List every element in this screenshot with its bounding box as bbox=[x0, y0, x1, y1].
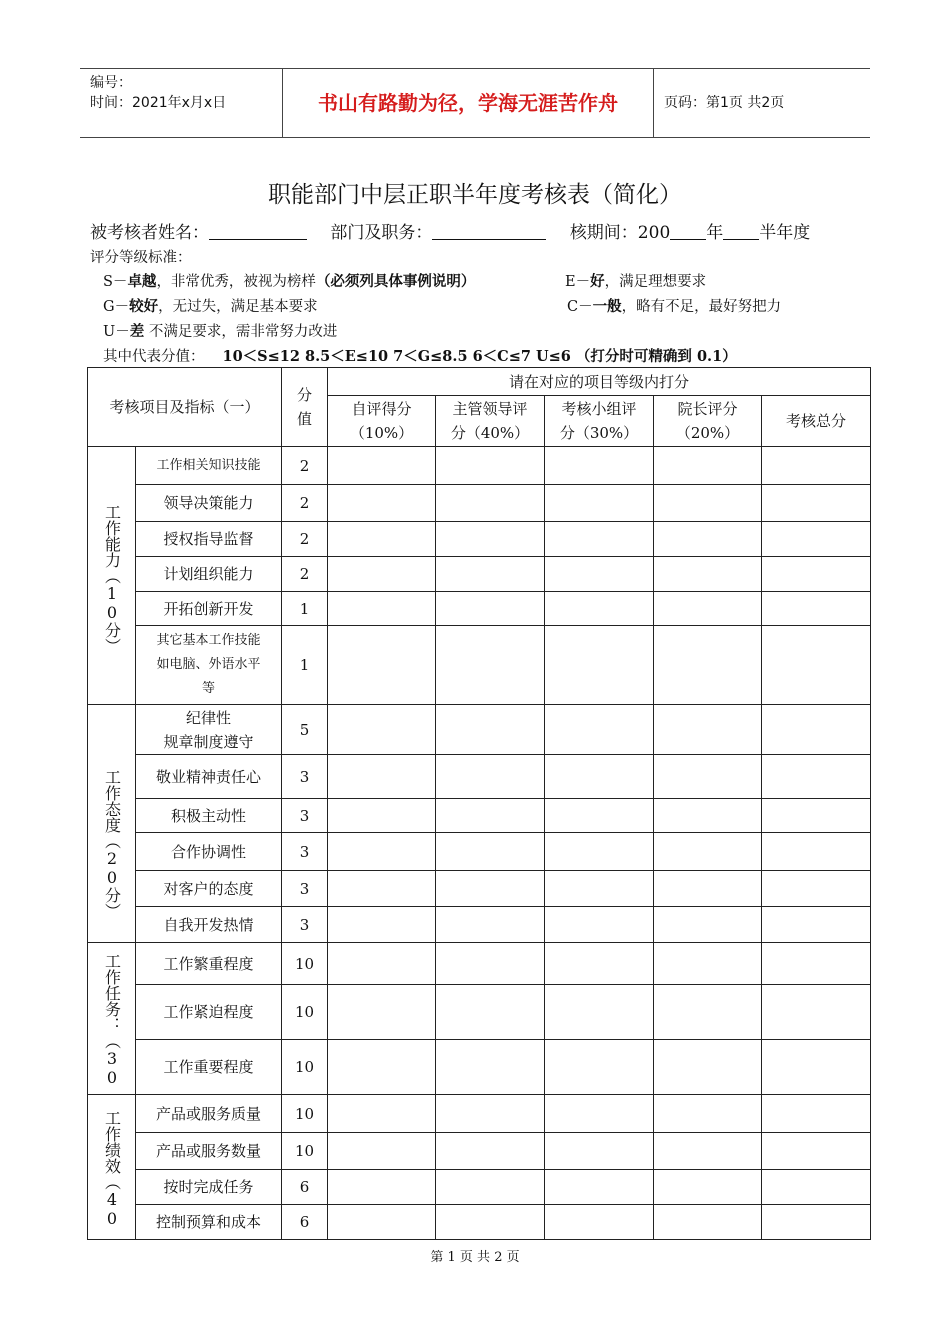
item-name: 工作相关知识技能 bbox=[136, 447, 282, 485]
score-cell[interactable] bbox=[436, 799, 545, 833]
item-score: 1 bbox=[282, 592, 328, 626]
item-score: 3 bbox=[282, 755, 328, 799]
score-cell[interactable] bbox=[436, 943, 545, 985]
score-cell[interactable] bbox=[762, 943, 871, 985]
item-score: 3 bbox=[282, 833, 328, 871]
category-attitude: 工作态度（20分） bbox=[88, 705, 136, 943]
item-name: 纪律性 规章制度遵守 bbox=[136, 705, 282, 755]
score-cell[interactable] bbox=[545, 799, 654, 833]
assessment-table bbox=[87, 367, 871, 1240]
item-score: 10 bbox=[282, 1133, 328, 1170]
header-self: 自评得分 （10%） bbox=[328, 396, 436, 447]
score-cell[interactable] bbox=[762, 626, 871, 705]
score-cell[interactable] bbox=[436, 626, 545, 705]
document-header bbox=[80, 68, 870, 138]
score-cell[interactable] bbox=[654, 485, 762, 522]
score-cell[interactable] bbox=[654, 943, 762, 985]
score-cell[interactable] bbox=[762, 522, 871, 557]
standards-heading: 评分等级标准： bbox=[90, 250, 192, 266]
item-name: 控制预算和成本 bbox=[136, 1205, 282, 1240]
score-cell[interactable] bbox=[328, 907, 436, 943]
score-cell[interactable] bbox=[328, 447, 436, 485]
score-cell[interactable] bbox=[762, 1133, 871, 1170]
score-cell[interactable] bbox=[436, 755, 545, 799]
header-item: 考核项目及指标（一） bbox=[88, 368, 282, 447]
score-cell[interactable] bbox=[328, 755, 436, 799]
item-name: 合作协调性 bbox=[136, 833, 282, 871]
score-cell[interactable] bbox=[654, 871, 762, 907]
score-cell[interactable] bbox=[545, 705, 654, 755]
header-divider bbox=[653, 69, 654, 137]
name-label: 被考核者姓名： bbox=[90, 223, 209, 243]
item-score: 10 bbox=[282, 1095, 328, 1133]
item-score: 2 bbox=[282, 447, 328, 485]
score-cell[interactable] bbox=[328, 592, 436, 626]
score-cell[interactable] bbox=[436, 1133, 545, 1170]
score-cell[interactable] bbox=[328, 1170, 436, 1205]
score-cell[interactable] bbox=[762, 1170, 871, 1205]
item-name: 开拓创新开发 bbox=[136, 592, 282, 626]
score-cell[interactable] bbox=[654, 833, 762, 871]
header-score: 分 值 bbox=[282, 368, 328, 447]
item-name: 计划组织能力 bbox=[136, 557, 282, 592]
score-cell[interactable] bbox=[545, 1095, 654, 1133]
standard-c: C－一般，略有不足，最好努把力 bbox=[567, 298, 782, 315]
score-cell[interactable] bbox=[436, 705, 545, 755]
score-cell[interactable] bbox=[762, 1205, 871, 1240]
item-name: 自我开发热情 bbox=[136, 907, 282, 943]
score-cell[interactable] bbox=[654, 1170, 762, 1205]
score-cell[interactable] bbox=[654, 755, 762, 799]
score-cell[interactable] bbox=[654, 447, 762, 485]
score-cell[interactable] bbox=[762, 485, 871, 522]
score-cell[interactable] bbox=[436, 1095, 545, 1133]
score-cell[interactable] bbox=[328, 1095, 436, 1133]
header-page-info: 页码：第1页 共2页 bbox=[664, 95, 785, 111]
score-cell[interactable] bbox=[436, 485, 545, 522]
score-cell[interactable] bbox=[545, 833, 654, 871]
score-cell[interactable] bbox=[545, 592, 654, 626]
standard-u: U－差 不满足要求，需非常努力改进 bbox=[103, 323, 338, 340]
score-cell[interactable] bbox=[654, 522, 762, 557]
score-cell[interactable] bbox=[545, 907, 654, 943]
item-score: 10 bbox=[282, 943, 328, 985]
score-cell[interactable] bbox=[762, 799, 871, 833]
score-cell[interactable] bbox=[436, 871, 545, 907]
score-cell[interactable] bbox=[545, 1170, 654, 1205]
assessee-info bbox=[90, 218, 850, 243]
score-cell[interactable] bbox=[654, 799, 762, 833]
item-score: 2 bbox=[282, 557, 328, 592]
score-cell[interactable] bbox=[545, 1040, 654, 1095]
score-cell[interactable] bbox=[654, 592, 762, 626]
item-score: 1 bbox=[282, 626, 328, 705]
score-cell[interactable] bbox=[328, 1133, 436, 1170]
score-cell[interactable] bbox=[545, 755, 654, 799]
score-cell[interactable] bbox=[328, 833, 436, 871]
header-instruction: 请在对应的项目等级内打分 bbox=[328, 368, 871, 396]
item-name: 敬业精神责任心 bbox=[136, 755, 282, 799]
score-cell[interactable] bbox=[654, 985, 762, 1040]
score-cell[interactable] bbox=[654, 1205, 762, 1240]
score-cell[interactable] bbox=[328, 705, 436, 755]
header-motto: 书山有路勤为径，学海无涯苦作舟 bbox=[318, 91, 618, 115]
score-cell[interactable] bbox=[328, 626, 436, 705]
standard-e: E－好，满足理想要求 bbox=[565, 273, 707, 290]
item-score: 3 bbox=[282, 907, 328, 943]
score-cell[interactable] bbox=[328, 522, 436, 557]
item-score: 6 bbox=[282, 1205, 328, 1240]
half-blank[interactable] bbox=[723, 223, 759, 240]
standard-g: G－较好，无过失，满足基本要求 bbox=[103, 298, 318, 315]
page-title: 职能部门中层正职半年度考核表（简化） bbox=[268, 182, 682, 208]
score-cell[interactable] bbox=[654, 1133, 762, 1170]
period-label: 核期间：200 bbox=[569, 223, 671, 243]
score-cell[interactable] bbox=[762, 592, 871, 626]
item-name: 产品或服务质量 bbox=[136, 1095, 282, 1133]
header-manager: 主管领导评 分（40%） bbox=[436, 396, 545, 447]
item-score: 2 bbox=[282, 522, 328, 557]
score-cell[interactable] bbox=[328, 485, 436, 522]
score-cell[interactable] bbox=[436, 1170, 545, 1205]
item-score: 5 bbox=[282, 705, 328, 755]
score-cell[interactable] bbox=[762, 557, 871, 592]
score-cell[interactable] bbox=[328, 985, 436, 1040]
item-name: 领导决策能力 bbox=[136, 485, 282, 522]
score-cell[interactable] bbox=[654, 705, 762, 755]
page-footer: 第 1 页 共 2 页 bbox=[430, 1250, 520, 1265]
score-cell[interactable] bbox=[545, 1205, 654, 1240]
score-cell[interactable] bbox=[545, 871, 654, 907]
header-time: 时间：2021年x月x日 bbox=[90, 95, 227, 111]
score-cell[interactable] bbox=[328, 799, 436, 833]
score-cell[interactable] bbox=[654, 907, 762, 943]
score-cell[interactable] bbox=[328, 1205, 436, 1240]
score-cell[interactable] bbox=[436, 1040, 545, 1095]
item-score: 3 bbox=[282, 799, 328, 833]
standard-values: 其中代表分值： 10＜S≤12 8.5＜E≤10 7＜G≤8.5 6＜C≤7 U≤6 （打分时可精确到 0.1） bbox=[103, 348, 737, 365]
half-label: 半年度 bbox=[759, 223, 811, 243]
score-cell[interactable] bbox=[328, 943, 436, 985]
dept-blank[interactable] bbox=[432, 223, 546, 240]
score-cell[interactable] bbox=[436, 985, 545, 1040]
item-name: 其它基本工作技能 如电脑、外语水平 等 bbox=[136, 626, 282, 705]
year-blank[interactable] bbox=[670, 223, 706, 240]
item-name: 工作繁重程度 bbox=[136, 943, 282, 985]
item-score: 10 bbox=[282, 985, 328, 1040]
score-cell[interactable] bbox=[762, 871, 871, 907]
item-score: 2 bbox=[282, 485, 328, 522]
category-ability: 工作能力（10分） bbox=[88, 447, 136, 705]
score-cell[interactable] bbox=[762, 985, 871, 1040]
header-total: 考核总分 bbox=[762, 396, 871, 447]
category-task: 工作任务：（30 bbox=[88, 943, 136, 1095]
item-score: 6 bbox=[282, 1170, 328, 1205]
score-cell[interactable] bbox=[762, 907, 871, 943]
item-name: 对客户的态度 bbox=[136, 871, 282, 907]
item-score: 3 bbox=[282, 871, 328, 907]
item-name: 积极主动性 bbox=[136, 799, 282, 833]
item-name: 产品或服务数量 bbox=[136, 1133, 282, 1170]
score-cell[interactable] bbox=[436, 557, 545, 592]
score-cell[interactable] bbox=[762, 705, 871, 755]
score-cell[interactable] bbox=[328, 1040, 436, 1095]
score-cell[interactable] bbox=[436, 833, 545, 871]
score-cell[interactable] bbox=[545, 557, 654, 592]
standard-s: S－卓越，非常优秀，被视为榜样（必须列具体事例说明） bbox=[103, 273, 476, 290]
score-cell[interactable] bbox=[545, 985, 654, 1040]
item-name: 按时完成任务 bbox=[136, 1170, 282, 1205]
score-cell[interactable] bbox=[654, 1095, 762, 1133]
item-score: 10 bbox=[282, 1040, 328, 1095]
score-cell[interactable] bbox=[545, 626, 654, 705]
score-cell[interactable] bbox=[762, 1040, 871, 1095]
header-meta bbox=[90, 73, 226, 113]
score-cell[interactable] bbox=[545, 943, 654, 985]
score-cell[interactable] bbox=[762, 755, 871, 799]
score-cell[interactable] bbox=[436, 447, 545, 485]
score-cell[interactable] bbox=[545, 1133, 654, 1170]
score-cell[interactable] bbox=[654, 557, 762, 592]
year-label: 年 bbox=[706, 223, 724, 243]
score-cell[interactable] bbox=[436, 1205, 545, 1240]
score-cell[interactable] bbox=[328, 557, 436, 592]
item-name: 工作紧迫程度 bbox=[136, 985, 282, 1040]
score-cell[interactable] bbox=[762, 447, 871, 485]
item-name: 工作重要程度 bbox=[136, 1040, 282, 1095]
dept-label: 部门及职务： bbox=[330, 223, 433, 243]
score-cell[interactable] bbox=[654, 1040, 762, 1095]
score-cell[interactable] bbox=[545, 485, 654, 522]
score-cell[interactable] bbox=[436, 592, 545, 626]
score-cell[interactable] bbox=[654, 626, 762, 705]
score-cell[interactable] bbox=[545, 522, 654, 557]
category-performance: 工作绩效（40 bbox=[88, 1095, 136, 1240]
score-cell[interactable] bbox=[762, 1095, 871, 1133]
item-name: 授权指导监督 bbox=[136, 522, 282, 557]
score-cell[interactable] bbox=[328, 871, 436, 907]
header-group: 考核小组评 分（30%） bbox=[545, 396, 654, 447]
name-blank[interactable] bbox=[209, 223, 307, 240]
score-cell[interactable] bbox=[436, 522, 545, 557]
score-cell[interactable] bbox=[436, 907, 545, 943]
score-cell[interactable] bbox=[762, 833, 871, 871]
score-cell[interactable] bbox=[545, 447, 654, 485]
header-dean: 院长评分 （20%） bbox=[654, 396, 762, 447]
header-id-label: 编号： bbox=[90, 75, 132, 91]
